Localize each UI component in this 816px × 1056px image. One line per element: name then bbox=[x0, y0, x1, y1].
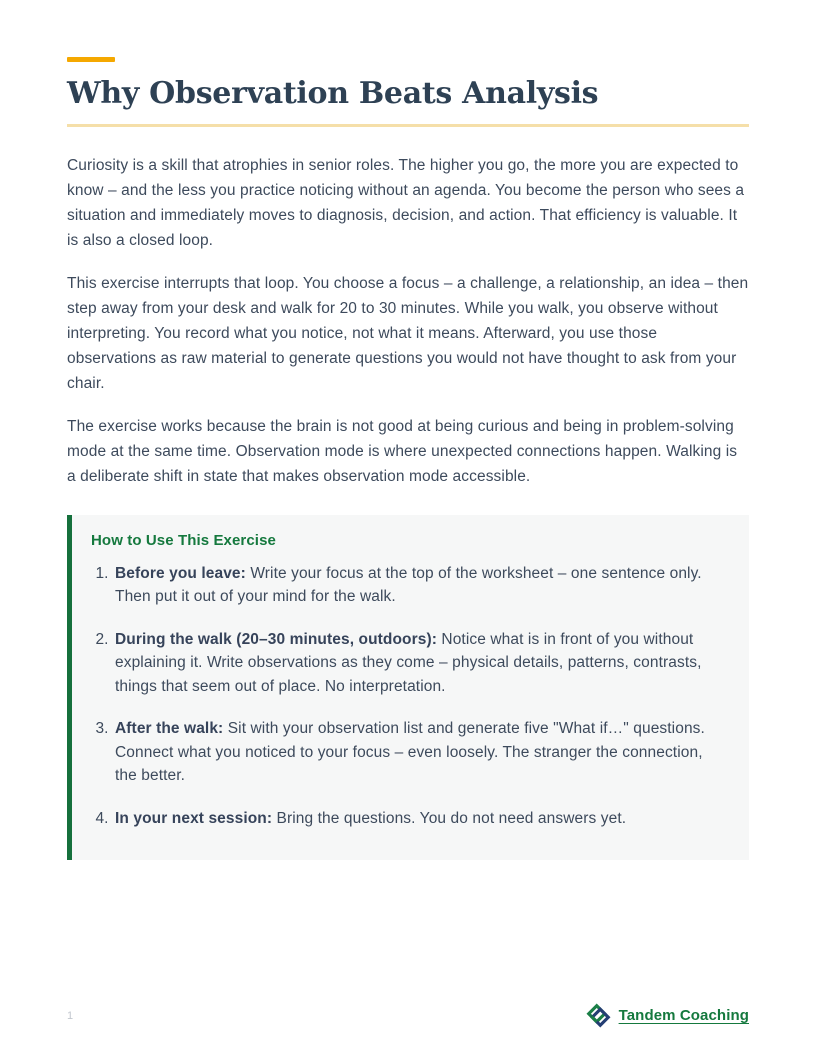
list-item-text: Sit with your observation list and generate five "What if…" questions. Connect what you noticed to your focus – even loosely. The stranger the connection, the better. bbox=[115, 720, 705, 784]
tandem-interlocked-diamonds-icon bbox=[586, 1003, 611, 1028]
list-item-lead: During the walk (20–30 minutes, outdoors): bbox=[115, 630, 437, 648]
brand-name: Tandem Coaching bbox=[618, 1007, 749, 1024]
list-item-text: Notice what is in front of you without explaining it. Write observations as they come – physical details, patterns, contrasts, things that seem out of place. No interpretation. bbox=[115, 630, 702, 695]
list-item-text: Write your focus at the top of the worksheet – one sentence only. Then put it out of your mind for the walk. bbox=[115, 564, 702, 605]
page-footer bbox=[67, 1003, 749, 1028]
brand-logo bbox=[586, 1003, 749, 1028]
how-to-use-callout bbox=[67, 515, 749, 861]
intro-paragraph: Curiosity is a skill that atrophies in senior roles. The higher you go, the more you are expected to know – and the less you practice noticing without an agenda. You become the person who sees a situation and immediately moves to diagnosis, decision, and action. That efficiency is valuable. It is also a closed loop. bbox=[67, 156, 745, 249]
page-title: Why Observation Beats Analysis bbox=[67, 76, 599, 111]
list-item-lead: After the walk: bbox=[115, 720, 224, 737]
list-item bbox=[113, 717, 723, 788]
instructions-list bbox=[91, 562, 723, 831]
intro-paragraph: This exercise interrupts that loop. You choose a focus – a challenge, a relationship, an idea – then step away from your desk and walk for 20 to 30 minutes. While you walk, you observe without interpreting. You record what you notice, not what it means. Afterward, you use those observations as raw material to generate questions you would not have thought to ask from your chair. bbox=[67, 274, 749, 392]
list-item bbox=[113, 807, 723, 831]
list-item-lead: Before you leave: bbox=[115, 564, 246, 582]
accent-bar bbox=[67, 57, 115, 62]
list-item-text: Bring the questions. You do not need answers yet. bbox=[272, 809, 627, 827]
intro-section bbox=[67, 153, 749, 489]
title-divider bbox=[67, 124, 749, 127]
page-number: 1 bbox=[67, 1009, 74, 1022]
intro-paragraph: The exercise works because the brain is not good at being curious and being in problem-solving mode at the same time. Observation mode is where unexpected connections happen. Walking is a deliberate shift in state that makes observation mode accessible. bbox=[67, 417, 738, 485]
callout-heading: How to Use This Exercise bbox=[91, 531, 276, 549]
list-item bbox=[113, 562, 723, 609]
list-item-lead: In your next session: bbox=[115, 809, 273, 827]
list-item bbox=[113, 628, 723, 699]
